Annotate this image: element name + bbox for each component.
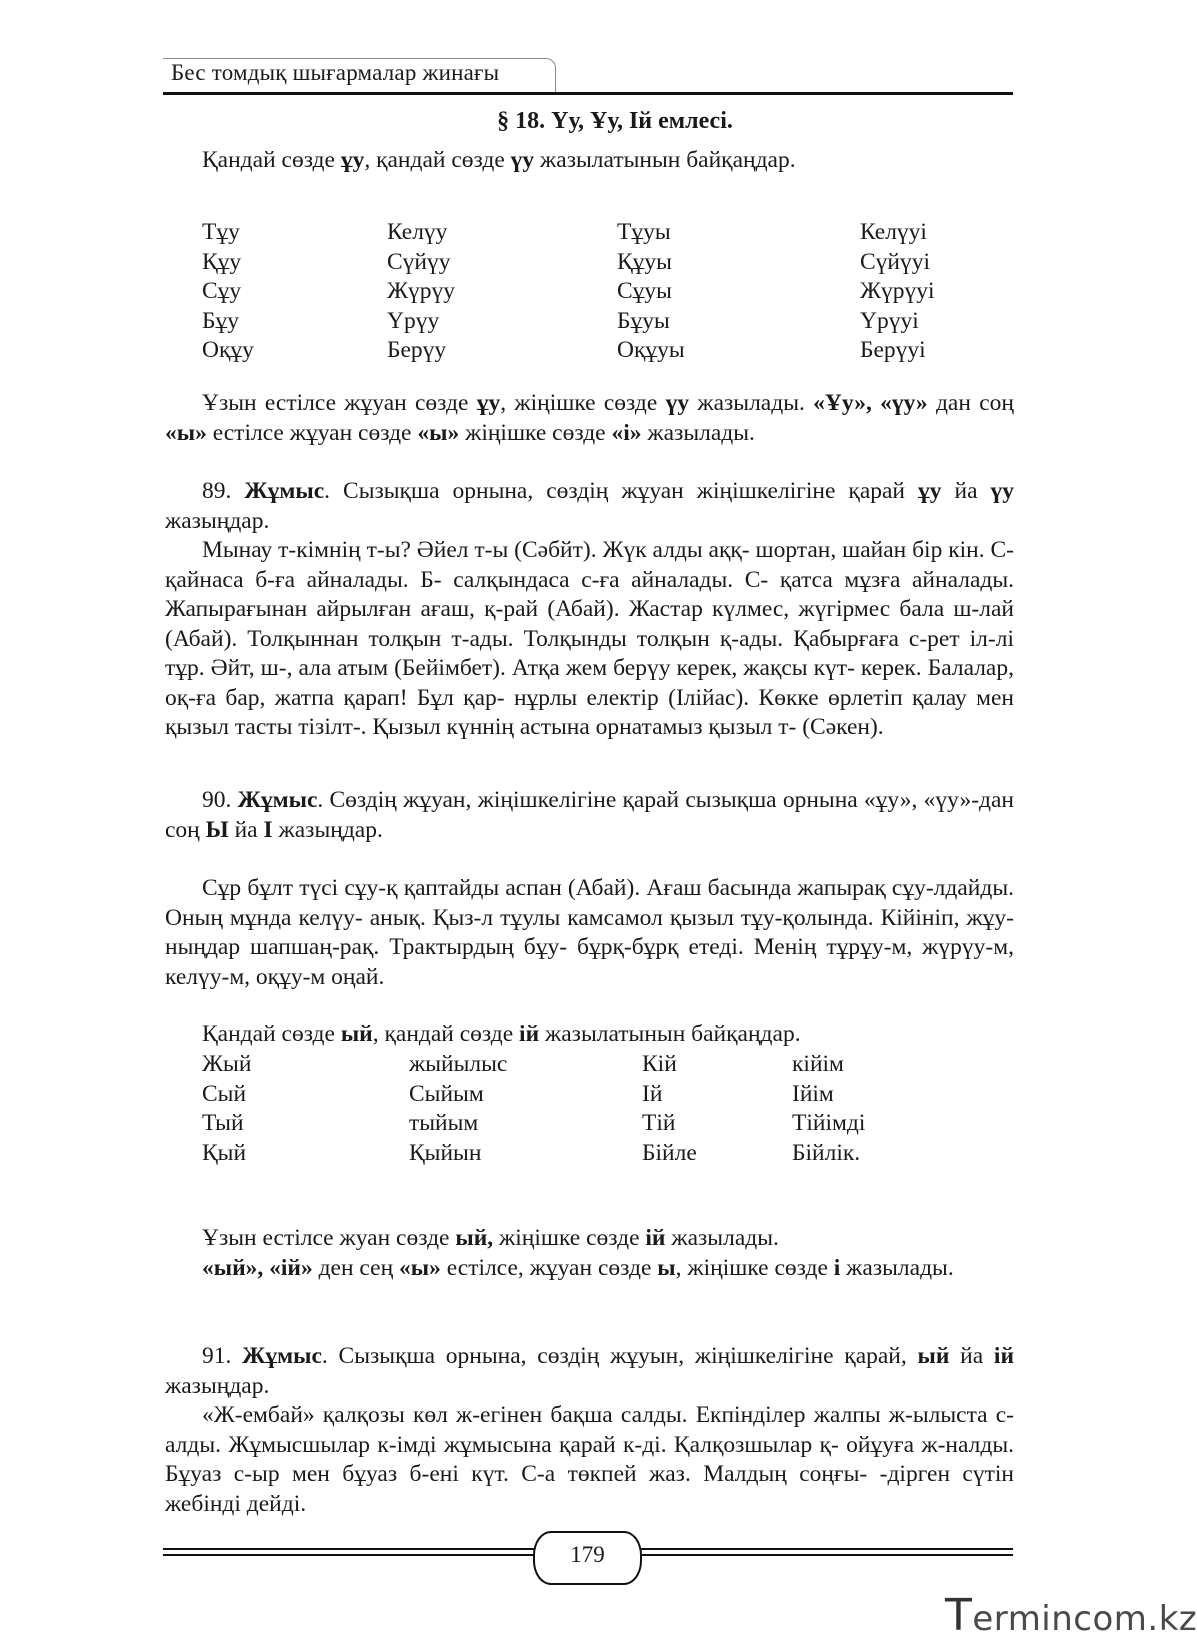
site-watermark: Termincom.kz (945, 1590, 1197, 1641)
book-page: Бес томдық шығармалар жинағы § 18. Үу, Ұу, Ій емлесі. Қандай сөзде ұу, қандай сөзде үу жазылатынын байқаңдар. Тұу Келүу Тұуы Келүуі Құу Сүйүу Құуы Сүйүуі Сұу Жүрүу Сұуы Жүрүуі Бұу Үрүу Бұуы Үрүуі Оқұу Берүу Оқұуы Берүуі Ұзын естілсе жұуан сөзде ұу, жіңішке сөзде үу жазылады. «Ұу», «үу» дан соң «ы» естілсе жұуан сөзде «ы» жіңішке сөзде «і» жазылады. 89. Жұмыс. Сызықша орнына, сөздің жұуан жіңішкелігіне қарай ұу йа үу жазыңдар. Мынау т-кімнің т-ы? Әйел т-ы (Сәбйт). Жүк алды аққ- шортан, шайан бір кін. С- қайнаса б-ға айналады. Б- салқындаса с-ға айналады. С- қатса мұзға айналады. Жапырағынан айрылған ағаш, қ-рай (Абай). Жастар күлмес, жүгірмес бала ш-лай (Абай). Толқыннан толқын т-ады. Толқынды толқын қ-ады. Қабырғаға с-рет іл-лі тұр. Әйт, ш-, ала атым (Бейімбет). Атқа жем берүу керек, жақсы күт- керек. Балалар, оқ-ға бар, жатпа қарап! Бұл қар- нұрлы електір (Ілійас). Көкке өрлетіп қалау мен қызыл тасты тізілт-. Қызыл күннің астына орнатамыз қызыл т- (Сәкен). 90. Жұмыс. Сөздің жұуан, жіңішкелігіне қарай сызықша орнына «ұу», «үу»-дан соң Ы йа І жазыңдар. Сұр бұлт түсі сұу-қ қаптайды аспан (Абай). Ағаш басында жапырақ сұу-лдайды. Оның мұнда келүу- анық. Қыз-л тұулы камсамол қызыл тұу-қолында. Кійініп, жұу-ныңдар шапшаң-рақ. Трактырдың бұу- бұрқ-бұрқ етеді. Менің тұрұу-м, жүрүу-м, келүу-м, оқұу-м оңай. Қандай сөзде ый, қандай сөзде ій жазылатынын байқаңдар. Жый жыйылыс Кій кійім Сый Сыйым Ій Ійім Тый тыйым Тій Тійімді Қый Қыйын Бійле Бійлік. Ұзын естілсе жуан сөзде ый, жіңішке сөзде ій жазылады. «ый», «ій» ден сең «ы» естілсе, жұуан сөзде ы, жіңішке сөзде і жазылады. 91. Жұмыс. Сызықша орнына, сөздің жұуын, жіңішкелігіне қарай, ый йа ій жазыңдар. «Ж-ембай» қалқозы көл ж-егінен бақша салды. Екпінділер жалпы ж-ылыста с-алды. Жұмысшылар к-імді жұмысына қарай к-ді. Қалқозшылар қ- ойұуға ж-налды. Бұуаз с-ыр мен бұуаз б-ені күт. С-а төкпей жаз. Малдың соңғы- -дірген сүтін жебінді дейді. 179 Termincom.kz (0, 0, 1158, 1637)
rule-paragraph-2-line-1: Ұзын естілсе жуан сөзде ый, жіңішке сөзде ій жазылады. (202, 1225, 779, 1251)
footer-rule (163, 1554, 535, 1556)
intro-paragraph-2: Қандай сөзде ый, қандай сөзде ій жазылатынын байқаңдар. (202, 1021, 801, 1047)
rule-paragraph-1: Ұзын естілсе жұуан сөзде ұу, жіңішке сөзде үу жазылады. «Ұу», «үу» дан соң «ы» естілсе жұуан сөзде «ы» жіңішке сөзде «і» жазылады. (165, 390, 1014, 446)
footer-rule (639, 1548, 1013, 1550)
exercise-90-task: 90. Жұмыс. Сөздің жұуан, жіңішкелігіне қарай сызықша орнына «ұу», «үу»-дан соң Ы йа І жазыңдар. (165, 787, 1014, 843)
footer-rule (163, 1548, 535, 1550)
page-number: 179 (570, 1542, 605, 1567)
exercise-91-text: «Ж-ембай» қалқозы көл ж-егінен бақша салды. Екпінділер жалпы ж-ылыста с-алды. Жұмысшылар к-імді жұмысына қарай к-ді. Қалқозшылар қ- ойұуға ж-налды. Бұуаз с-ыр мен бұуаз б-ені күт. С-а төкпей жаз. Малдың соңғы- -дірген сүтін жебінді дейді. (165, 1402, 1014, 1517)
header-rule (163, 92, 1013, 95)
exercise-89-text: Мынау т-кімнің т-ы? Әйел т-ы (Сәбйт). Жүк алды аққ- шортан, шайан бір кін. С- қайнаса б-ға айналады. Б- салқындаса с-ға айналады. С- қатса мұзға айналады. Жапырағынан айрылған ағаш, қ-рай (Абай). Жастар күлмес, жүгірмес бала ш-лай (Абай). Толқыннан толқын т-ады. Толқынды толқын қ-ады. Қабырғаға с-рет іл-лі тұр. Әйт, ш-, ала атым (Бейімбет). Атқа жем берүу керек, жақсы күт- керек. Балалар, оқ-ға бар, жатпа қарап! Бұл қар- нұрлы електір (Ілійас). Көкке өрлетіп қалау мен қызыл тасты тізілт-. Қызыл күннің астына орнатамыз қызыл т- (Сәкен). (165, 537, 1014, 740)
header-title: Бес томдық шығармалар жинағы (171, 60, 500, 85)
exercise-91-task: 91. Жұмыс. Сызықша орнына, сөздің жұуын, жіңішкелігіне қарай, ый йа ій жазыңдар. (165, 1343, 1014, 1399)
rule-paragraph-2-line-2: «ый», «ій» ден сең «ы» естілсе, жұуан сөзде ы, жіңішке сөзде і жазылады. (202, 1255, 954, 1281)
running-header (163, 58, 1013, 98)
intro-paragraph-1: Қандай сөзде ұу, қандай сөзде үу жазылатынын байқаңдар. (202, 147, 796, 173)
page-footer (163, 1530, 1013, 1590)
exercise-90-text: Сұр бұлт түсі сұу-қ қаптайды аспан (Абай). Ағаш басында жапырақ сұу-лдайды. Оның мұнда келүу- анық. Қыз-л тұулы камсамол қызыл тұу-қолында. Кійініп, жұу-ныңдар шапшаң-рақ. Трактырдың бұу- бұрқ-бұрқ етеді. Менің тұрұу-м, жүрүу-м, келүу-м, оқұу-м оңай. (165, 875, 1014, 990)
footer-rule (639, 1554, 1013, 1556)
exercise-89-task: 89. Жұмыс. Сызықша орнына, сөздің жұуан жіңішкелігіне қарай ұу йа үу жазыңдар. (165, 478, 1014, 534)
section-title: § 18. Үу, Ұу, Ій емлесі. (497, 108, 733, 134)
